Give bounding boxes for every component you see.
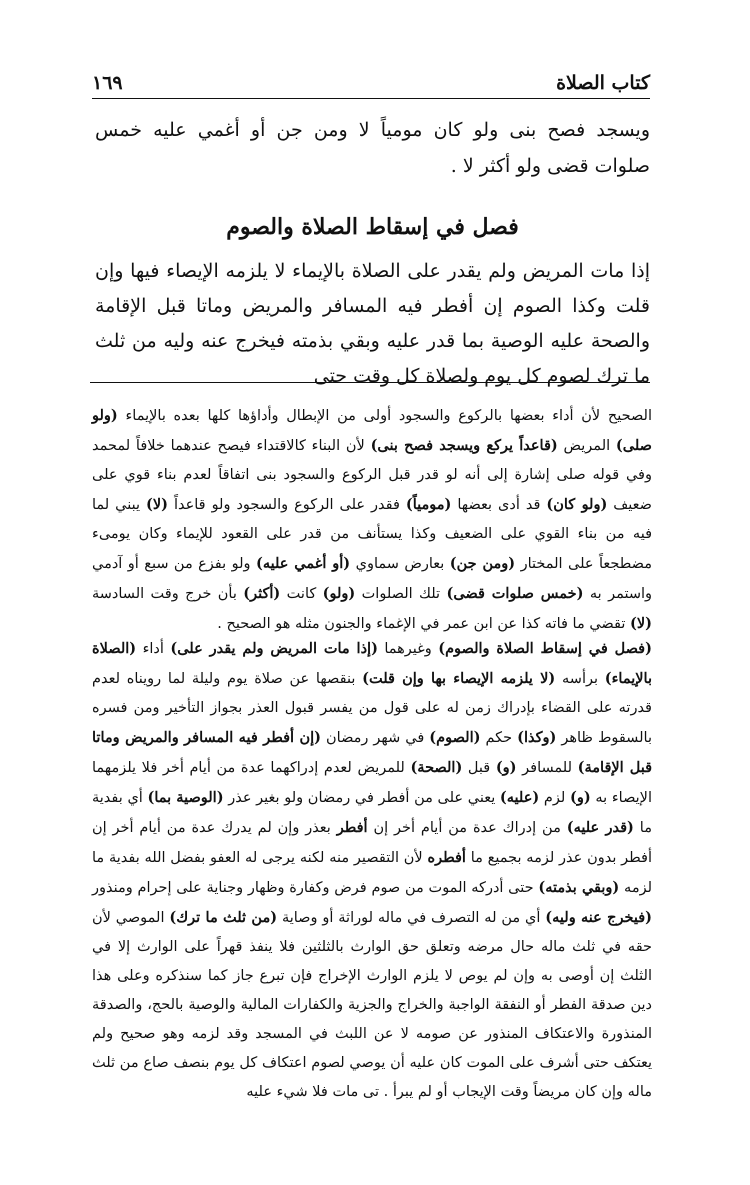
quoted-matn: (لا) xyxy=(630,615,652,632)
quoted-matn: (وبقي بذمته) xyxy=(538,879,620,896)
quoted-matn: (قاعداً يركع ويسجد فصح بنى) xyxy=(370,437,558,454)
quoted-matn: أفطر xyxy=(336,819,368,836)
quoted-matn: (الصوم) xyxy=(429,729,481,746)
commentary-text: أي بفدية ما xyxy=(92,790,652,836)
commentary-text: بأن خرج وقت السادسة xyxy=(92,586,244,602)
quoted-matn: (من ثلث ما ترك) xyxy=(169,909,278,926)
commentary-text: لزم xyxy=(539,790,570,806)
quoted-matn: (لا يلزمه الإيصاء بها وإن قلت) xyxy=(362,670,556,687)
commentary-paragraph-2 xyxy=(92,634,652,1107)
quoted-matn: (خمس صلوات قضى) xyxy=(446,585,584,602)
commentary-text: قبل xyxy=(462,760,496,776)
commentary-text: وغيرهما xyxy=(377,641,439,657)
commentary-text: حكم xyxy=(480,730,518,746)
commentary-text: للمسافر xyxy=(516,760,578,776)
quoted-matn: (قدر عليه) xyxy=(566,819,634,836)
commentary-text: من إدراك عدة من أيام أخر إن xyxy=(367,820,567,836)
quoted-matn: أفطره xyxy=(427,849,466,866)
commentary-text: لأن التقصير منه لكنه يرجى له العفو بفضل الله بفدية ما لزمه xyxy=(92,850,653,896)
quoted-matn: (الوصية بما) xyxy=(147,789,224,806)
commentary-text: برأسه xyxy=(555,671,605,687)
commentary-text: بعارض سماوي xyxy=(350,556,450,572)
quoted-matn: (إن أفطر فيه المسافر والمريض وماتا قبل الإقامة) xyxy=(92,729,652,776)
section-heading: فصل في إسقاط الصلاة والصوم xyxy=(226,214,519,240)
quoted-matn: (و) xyxy=(569,789,591,806)
quoted-matn: (فصل في إسقاط الصلاة والصوم) xyxy=(438,640,652,657)
quoted-matn: (ولو) xyxy=(322,585,356,602)
quoted-matn: (ولو كان) xyxy=(546,496,608,513)
commentary-text: حتى أدركه الموت من صوم فرض وكفارة وظهار وجناية على إحرام ومنذور xyxy=(92,880,539,896)
commentary-text: كانت xyxy=(280,586,323,602)
commentary-text: لأن البناء كالاقتداء فيصح عندهما خلافاً لمحمد وفي قوله صلى إشارة إلى أنه لو قدر قبل الركوع والسجود بنى اتفاقاً لعدم بناء قوي على ضعيف xyxy=(92,438,652,513)
commentary-text: أي من له التصرف في ماله لوراثة أو وصاية xyxy=(277,910,546,926)
commentary-text: الصحيح لأن أداء بعضها بالركوع والسجود أولى من الإبطال وأداؤها كلها بعده بالإيماء xyxy=(117,408,652,424)
quoted-matn: (ومن جن) xyxy=(449,555,516,572)
commentary-text: ولو بفزع من سبع أو آدمي واستمر به xyxy=(92,556,653,602)
quoted-matn: (الصلاة بالإيماء) xyxy=(92,640,652,687)
page-number: ١٦٩ xyxy=(92,72,123,94)
commentary-text: المريض xyxy=(557,438,616,454)
commentary-text: بعذر وإن لم يدرك عدة من أيام أخر إن أفطر بدون عذر لزمه بجميع ما xyxy=(92,820,653,866)
separator-rule xyxy=(90,382,650,383)
quoted-matn: (الصحة) xyxy=(410,759,463,776)
quoted-matn: (ولو صلى) xyxy=(92,407,652,454)
main-text-top: ويسجد فصح بنى ولو كان مومياً لا ومن جن أو أغمي عليه خمس صلوات قضى ولو أكثر لا . xyxy=(95,119,650,177)
commentary-text: تقضي ما فاته كذا عن ابن عمر في الإغماء والجنون مثله هو الصحيح . xyxy=(217,616,630,632)
commentary-text: تلك الصلوات xyxy=(355,586,447,602)
commentary-text: يبني لما فيه من بناء القوي على الضعيف وكذا يستأنف من قدر على القعود للإيماء وكان يومىء مضطجعاً على المختار xyxy=(92,497,652,572)
commentary-text: فقدر على الركوع والسجود ولو قاعداً xyxy=(168,497,406,513)
commentary-text: الموصي لأن حقه في ثلث ماله حال مرضه وتعلق حق الوارث بالثلثين فلا ينفذ قهراً على الوارث إلا في الثلث إن أوصى به وإن لم يوص لا يلزم الوارث الإخراج فإن تبرع جاز كما سنذكره وعلى هذا دين صدقة الفطر أو النفقة الواجبة والخراج والجزية والكفارات المالية والوصية بالحج، والصدقة المنذورة والاعتكاف المنذور عن صومه لا عن اللبث في المسجد وقد لزمه وهو صحيح ولم يعتكف حتى أشرف على الموت كان عليه أن يوصي لصوم اعتكاف كل يوم بنصف صاع من ثلث ماله وإن كان مريضاً وقت الإيجاب أو لم يبرأ . تى مات فلا شيء عليه xyxy=(92,910,652,1100)
commentary-text: بنقصها عن صلاة يوم وليلة لما رويناه لعدم قدرته على القضاء بإدراك زمن له على قول من يفسر قبول العذر بجواز التأخير ومن فسره بالسقوط ظاهر xyxy=(92,671,652,746)
quoted-matn: (لا) xyxy=(146,496,169,513)
running-header xyxy=(92,62,650,99)
quoted-matn: (وكذا) xyxy=(517,729,557,746)
quoted-matn: (أكثر) xyxy=(243,585,281,602)
quoted-matn: (و) xyxy=(495,759,517,776)
chapter-title: كتاب الصلاة xyxy=(556,72,650,94)
commentary-text: في شهر رمضان xyxy=(321,730,430,746)
quoted-matn: (عليه) xyxy=(499,789,540,806)
quoted-matn: (إذا مات المريض ولم يقدر على) xyxy=(170,640,378,657)
quoted-matn: (أو أغمي عليه) xyxy=(255,555,351,572)
commentary-text: أداء xyxy=(136,641,171,657)
commentary-text: للمريض لعدم إدراكهما عدة من أيام أخر فلا يلزمهما الإيصاء به xyxy=(92,760,652,806)
quoted-matn: (فيخرج عنه وليه) xyxy=(545,909,653,926)
quoted-matn: (مومياً) xyxy=(405,496,452,513)
commentary-text: قد أدى بعضها xyxy=(451,497,547,513)
main-text-section: إذا مات المريض ولم يقدر على الصلاة بالإيماء لا يلزمه الإيصاء فيها وإن قلت وكذا الصوم إن أفطر فيه المسافر والمريض وماتا قبل الإقامة والصحة عليه الوصية بما قدر عليه وبقي بذمته فيخرج عنه وليه من ثلث ما ترك لصوم كل يوم ولصلاة كل وقت حتى xyxy=(95,260,650,387)
commentary-paragraph-1 xyxy=(92,401,652,639)
commentary-text: يعني على من أفطر في رمضان ولو بغير عذر xyxy=(223,790,500,806)
